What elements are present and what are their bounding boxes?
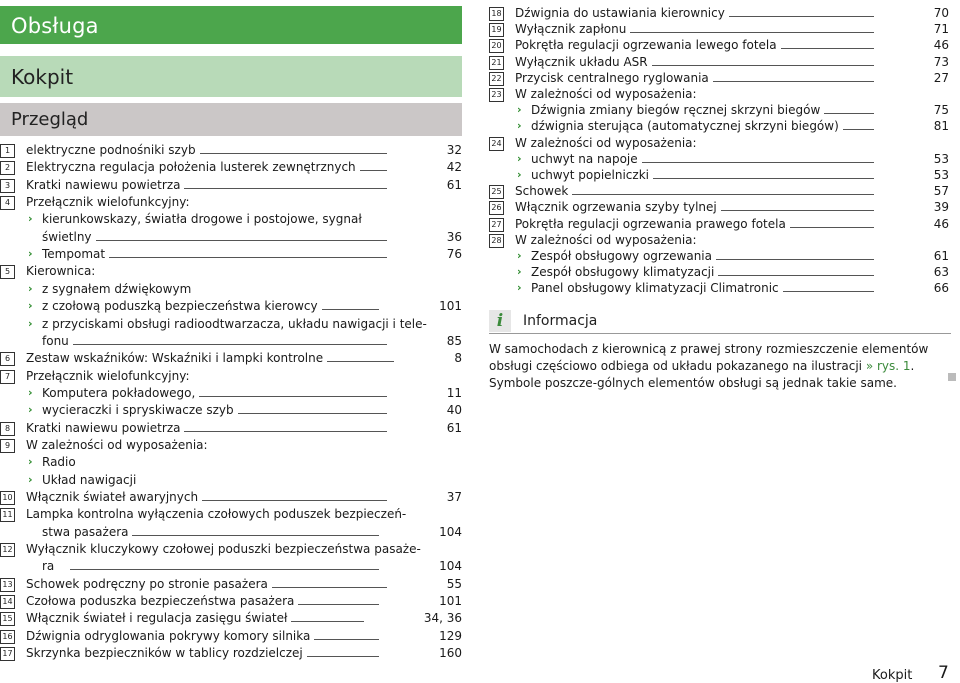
section-title: Kokpit (11, 65, 74, 89)
item-text: Lampka kontrolna wyłączenia czołowych poduszek bezpieczeń- (26, 507, 407, 522)
item-text: Elektryczna regulacja położenia lusterek zewnętrznych (26, 160, 356, 175)
list-item (0, 246, 462, 263)
item-text: Włącznik ogrzewania szyby tylnej (515, 200, 717, 215)
info-title: Informacja (523, 313, 598, 329)
list-item (0, 437, 462, 454)
item-number: 10 (0, 491, 15, 505)
item-text: Czołowa poduszka bezpieczeństwa pasażera (26, 594, 295, 609)
chevron-right-icon: › (28, 403, 33, 417)
page-reference[interactable]: 70 (933, 6, 949, 20)
item-text: W zależności od wyposażenia: (515, 87, 697, 101)
item-number: 14 (0, 595, 15, 609)
chevron-right-icon: › (28, 455, 33, 469)
item-text: Zespół obsługowy ogrzewania (531, 249, 712, 263)
leader-line (314, 639, 379, 640)
leader-line (824, 113, 874, 114)
item-text: Pokrętła regulacji ogrzewania prawego fotela (515, 216, 786, 231)
list-item (0, 211, 462, 228)
list-item (0, 593, 462, 610)
info-body-text-end: . Symbole poszcze-gólnych elementów obsługi są jednak takie same. (489, 359, 915, 390)
page-reference[interactable]: 11 (446, 385, 462, 400)
list-item (489, 135, 949, 152)
page-reference[interactable]: 85 (446, 333, 462, 348)
leader-line (718, 275, 874, 276)
item-number: 9 (0, 439, 15, 453)
page-reference[interactable]: 36 (446, 229, 462, 244)
list-item (0, 628, 462, 645)
leader-line (729, 16, 874, 17)
leader-line (713, 81, 874, 82)
item-number: 25 (489, 185, 504, 199)
page-reference[interactable]: 42 (446, 160, 462, 175)
item-text: elektryczne podnośniki szyb (26, 143, 196, 157)
chapter-title: Obsługa (11, 14, 99, 38)
item-text: Dźwignia odryglowania pokrywy komory silnika (26, 628, 311, 643)
item-text: kierunkowskazy, światła drogowe i postojowe, sygnał (42, 212, 362, 227)
leader-line (781, 48, 874, 49)
item-text: Przycisk centralnego ryglowania (515, 70, 709, 85)
chevron-right-icon: › (28, 316, 33, 330)
list-item (0, 281, 462, 298)
item-number: 4 (0, 196, 15, 210)
page-reference[interactable]: 101 (439, 299, 462, 314)
chevron-right-icon: › (517, 151, 522, 165)
footer-section: Kokpit (872, 668, 913, 683)
info-icon: i (489, 310, 511, 332)
page-reference[interactable]: 40 (446, 403, 462, 418)
leader-line (653, 178, 874, 179)
item-text: Pokrętła regulacji ogrzewania lewego fotela (515, 38, 777, 53)
list-item (489, 37, 949, 54)
list-item (489, 86, 949, 103)
page-reference[interactable]: 46 (933, 216, 949, 231)
list-item (0, 576, 462, 593)
page-reference[interactable]: 76 (446, 247, 462, 262)
end-marker (948, 373, 956, 381)
list-item (0, 420, 462, 437)
item-number: 20 (489, 39, 504, 53)
page-reference[interactable]: 37 (446, 490, 462, 504)
footer-page-number: 7 (938, 663, 949, 683)
item-number: 8 (0, 422, 15, 436)
item-text: wycieraczki i spryskiwacze szyb (42, 403, 234, 418)
chevron-right-icon: › (517, 119, 522, 133)
leader-line (843, 129, 874, 130)
chevron-right-icon: › (517, 281, 522, 295)
leader-line (199, 396, 387, 397)
list-item (489, 264, 949, 281)
page-reference[interactable]: 66 (933, 281, 949, 296)
page-reference[interactable]: 63 (933, 265, 949, 280)
item-text: stwa pasażera (42, 524, 129, 539)
list-item (0, 159, 462, 176)
item-text: Układ nawigacji (42, 472, 137, 487)
page-reference[interactable]: 39 (933, 200, 949, 215)
page-reference[interactable]: 32 (446, 143, 462, 157)
page-reference[interactable]: 61 (446, 177, 462, 192)
list-item (0, 524, 462, 541)
leader-line (360, 170, 387, 171)
page-reference[interactable]: 27 (933, 70, 949, 85)
item-number: 11 (0, 508, 15, 522)
chevron-right-icon: › (28, 472, 33, 486)
list-item (489, 21, 949, 38)
item-text: z czołową poduszką bezpieczeństwa kierowcy (42, 299, 318, 314)
subsection-title: Przegląd (11, 109, 89, 130)
leader-line (184, 431, 387, 432)
item-text: W zależności od wyposażenia: (26, 437, 208, 452)
leader-line (109, 257, 387, 258)
item-number: 3 (0, 179, 15, 193)
list-item (0, 489, 462, 506)
leader-line (572, 194, 874, 195)
list-item (0, 368, 462, 385)
leader-line (70, 569, 379, 570)
chevron-right-icon: › (517, 103, 522, 117)
page-reference[interactable]: 8 (454, 351, 462, 366)
item-number: 15 (0, 612, 15, 626)
item-text: dźwignia sterująca (automatycznej skrzyni biegów) (531, 119, 839, 134)
list-item (0, 333, 462, 350)
page-reference[interactable]: 61 (446, 420, 462, 435)
page-reference[interactable]: 75 (933, 103, 949, 118)
item-number: 18 (489, 7, 504, 21)
list-item (0, 350, 462, 367)
page-reference[interactable]: 129 (439, 628, 462, 643)
item-number: 12 (0, 543, 15, 557)
page-reference[interactable]: 61 (933, 249, 949, 263)
page-reference[interactable]: 46 (933, 38, 949, 53)
item-number: 22 (489, 72, 504, 86)
list-item (489, 232, 949, 249)
item-text: Wyłącznik kluczykowy czołowej poduszki bezpieczeństwa pasaże- (26, 542, 421, 557)
leader-line (307, 656, 379, 657)
leader-line (721, 210, 874, 211)
chevron-right-icon: › (517, 265, 522, 279)
item-text: świetlny (42, 229, 92, 244)
page-reference[interactable]: 104 (439, 524, 462, 539)
leader-line (202, 500, 387, 501)
item-text: W zależności od wyposażenia: (515, 135, 697, 150)
list-item (0, 194, 462, 211)
leader-line (272, 587, 387, 588)
list-item (0, 142, 462, 159)
item-text: Przełącznik wielofunkcyjny: (26, 195, 190, 210)
figure-link[interactable]: » rys. 1 (865, 359, 911, 373)
list-item (489, 167, 949, 184)
list-item (489, 70, 949, 87)
page-reference[interactable]: 53 (933, 168, 949, 182)
page-reference[interactable]: 101 (439, 594, 462, 609)
item-text: ra (42, 559, 55, 574)
item-number: 5 (0, 265, 15, 279)
list-item (0, 645, 462, 662)
item-text: Wyłącznik układu ASR (515, 54, 648, 69)
item-text: z sygnałem dźwiękowym (42, 281, 192, 296)
leader-line (291, 621, 364, 622)
list-item (0, 402, 462, 419)
item-text: Włącznik świateł awaryjnych (26, 490, 199, 504)
item-text: Przełącznik wielofunkcyjny: (26, 368, 190, 383)
leader-line (322, 309, 379, 310)
list-item (0, 558, 462, 575)
item-text: Włącznik świateł i regulacja zasięgu świateł (26, 611, 288, 626)
list-item (489, 118, 949, 135)
item-number: 1 (0, 144, 15, 158)
leader-line (642, 162, 874, 163)
item-text: Komputera pokładowego, (42, 385, 196, 400)
item-text: Wyłącznik zapłonu (515, 22, 627, 37)
list-item (489, 5, 949, 22)
chevron-right-icon: › (517, 168, 522, 181)
item-text: Kratki nawiewu powietrza (26, 420, 181, 435)
item-text: Radio (42, 455, 76, 470)
item-text: Dźwignia zmiany biegów ręcznej skrzyni biegów (531, 103, 821, 118)
leader-line (200, 153, 387, 154)
list-item (0, 263, 462, 280)
item-number: 21 (489, 56, 504, 70)
item-text: Tempomat (42, 247, 106, 262)
leader-line (132, 535, 379, 536)
chevron-right-icon: › (28, 247, 33, 261)
list-item (489, 199, 949, 216)
page-reference[interactable]: 55 (446, 576, 462, 591)
list-item (0, 472, 462, 489)
item-number: 27 (489, 218, 504, 232)
leader-line (652, 65, 874, 66)
item-number: 6 (0, 352, 15, 366)
chevron-right-icon: › (28, 299, 33, 313)
item-text: Schowek podręczny po stronie pasażera (26, 576, 268, 591)
leader-line (783, 291, 874, 292)
page-reference[interactable]: 53 (933, 151, 949, 166)
item-text: Panel obsługowy klimatyzacji Climatronic (531, 281, 779, 296)
item-text: Zestaw wskaźników: Wskaźniki i lampki kontrolne (26, 351, 324, 366)
item-text: fonu (42, 333, 69, 348)
list-item (0, 298, 462, 315)
chevron-right-icon: › (517, 249, 522, 262)
leader-line (630, 32, 874, 33)
item-text: uchwyt na napoje (531, 151, 638, 166)
list-item (489, 216, 949, 233)
leader-line (790, 227, 874, 228)
page-reference[interactable]: 81 (933, 119, 949, 134)
info-body-text: W samochodach z kierownicą z prawej strony rozmieszczenie elementów obsługi częściowo odbiega od układu pokazanego na ilustracji (489, 342, 929, 373)
item-number: 19 (489, 23, 504, 37)
list-item (489, 54, 949, 71)
item-number: 17 (0, 647, 15, 661)
item-text: Kierownica: (26, 264, 96, 279)
page-reference[interactable]: 73 (933, 54, 949, 69)
item-number: 26 (489, 201, 504, 215)
item-text: Skrzynka bezpieczników w tablicy rozdzielczej (26, 646, 303, 661)
leader-line (73, 344, 387, 345)
list-item (0, 454, 462, 471)
leader-line (716, 259, 874, 260)
list-item (489, 151, 949, 168)
leader-line (327, 361, 394, 362)
list-item (489, 183, 949, 200)
chevron-right-icon: › (28, 385, 33, 399)
list-item (0, 385, 462, 402)
list-item (0, 541, 462, 558)
item-text: Dźwignia do ustawiania kierownicy (515, 6, 725, 20)
info-divider (489, 333, 951, 334)
chevron-right-icon: › (28, 281, 33, 295)
leader-line (298, 604, 379, 605)
page-reference[interactable]: 57 (933, 184, 949, 199)
item-text: z przyciskami obsługi radioodtwarzacza, układu nawigacji i tele- (42, 316, 427, 331)
leader-line (96, 240, 387, 241)
item-number: 24 (489, 137, 504, 151)
item-number: 23 (489, 88, 504, 102)
list-item (0, 316, 462, 333)
list-item (0, 177, 462, 194)
list-item (0, 610, 462, 627)
page-reference[interactable]: 34, 36 (423, 611, 462, 626)
list-item (489, 248, 949, 265)
page-reference[interactable]: 160 (439, 646, 462, 661)
item-text: Kratki nawiewu powietrza (26, 177, 181, 192)
list-item (0, 506, 462, 523)
subsection-header (0, 103, 462, 136)
chevron-right-icon: › (28, 212, 33, 226)
item-number: 2 (0, 161, 15, 175)
list-item (0, 229, 462, 246)
item-text: Schowek (515, 184, 569, 199)
item-number: 13 (0, 578, 15, 592)
item-text: uchwyt popielniczki (531, 168, 649, 182)
leader-line (184, 188, 387, 189)
chapter-header (0, 6, 462, 44)
leader-line (238, 413, 387, 414)
item-number: 16 (0, 630, 15, 644)
item-number: 7 (0, 370, 15, 384)
list-item (489, 102, 949, 119)
item-number: 28 (489, 234, 504, 248)
item-text: Zespół obsługowy klimatyzacji (531, 265, 715, 280)
item-text: W zależności od wyposażenia: (515, 232, 697, 247)
page-reference[interactable]: 104 (439, 559, 462, 574)
info-body (489, 341, 945, 392)
page-reference[interactable]: 71 (933, 22, 949, 37)
section-header (0, 56, 462, 97)
list-item (489, 280, 949, 297)
